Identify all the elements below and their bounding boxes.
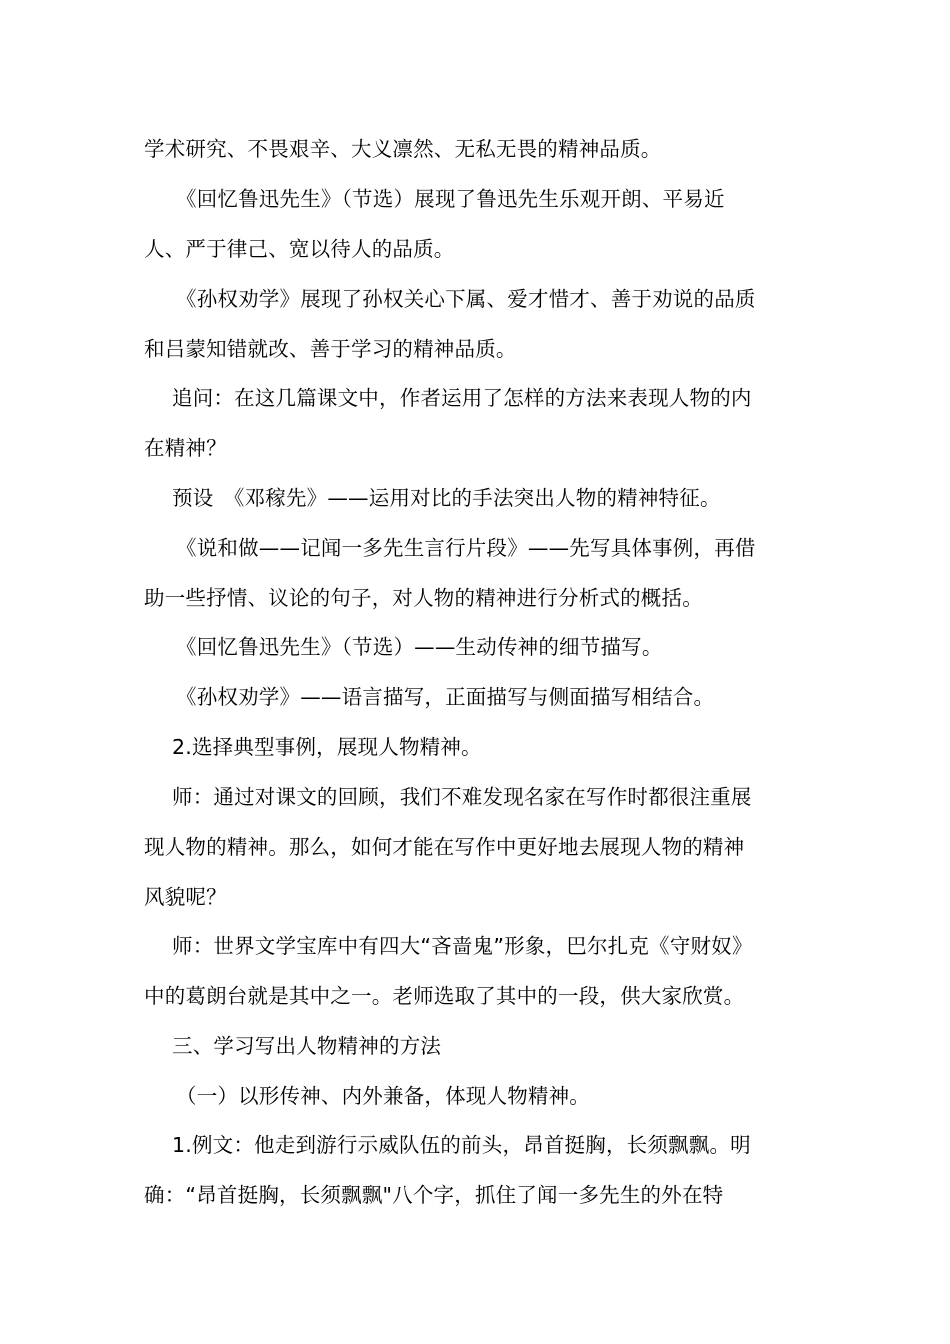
text-line: 追问：在这几篇课文中，作者运用了怎样的方法来表现人物的内 (172, 386, 752, 410)
text-line: 师：通过对课文的回顾，我们不难发现名家在写作时都很注重展 (172, 785, 752, 809)
text-line: 预设 《邓稼先》——运用对比的手法突出人物的精神特征。 (172, 486, 721, 510)
text-line: 三、学习写出人物精神的方法 (172, 1034, 442, 1058)
text-line: 人、严于律己、宽以待人的品质。 (144, 237, 455, 261)
text-line: （一）以形传神、内外兼备，体现人物精神。 (176, 1084, 590, 1108)
text-line: 中的葛朗台就是其中之一。老师选取了其中的一段，供大家欣赏。 (144, 984, 745, 1008)
text-line: 《回忆鲁迅先生》（节选）展现了鲁迅先生乐观开朗、平易近 (176, 187, 725, 211)
text-line: 和吕蒙知错就改、善于学习的精神品质。 (144, 337, 517, 361)
text-line: 《孙权劝学》——语言描写，正面描写与侧面描写相结合。 (176, 685, 715, 709)
text-line: 风貌呢？ (144, 885, 227, 909)
text-line: 《说和做——记闻一多先生言行片段》——先写具体事例，再借 (176, 536, 756, 560)
text-line: 2.选择典型事例，展现人物精神。 (172, 735, 482, 759)
text-line: 在精神？ (144, 436, 227, 460)
text-line: 现人物的精神。那么，如何才能在写作中更好地去展现人物的精神 (144, 835, 745, 859)
text-line: 1.例文：他走到游行示威队伍的前头，昂首挺胸，长须飘飘。明 (172, 1133, 751, 1157)
text-line: 确：“昂首挺胸，长须飘飘"八个字，抓住了闻一多先生的外在特 (144, 1183, 724, 1207)
text-line: 助一些抒情、议论的句子，对人物的精神进行分析式的概括。 (144, 586, 703, 610)
text-line: 《孙权劝学》展现了孙权关心下属、爱才惜才、善于劝说的品质 (176, 287, 756, 311)
text-line: 《回忆鲁迅先生》（节选）——生动传神的细节描写。 (176, 635, 663, 659)
text-line: 师：世界文学宝库中有四大“吝啬鬼”形象，巴尔扎克《守财奴》 (172, 934, 753, 958)
text-line: 学术研究、不畏艰辛、大义凛然、无私无畏的精神品质。 (144, 137, 662, 161)
